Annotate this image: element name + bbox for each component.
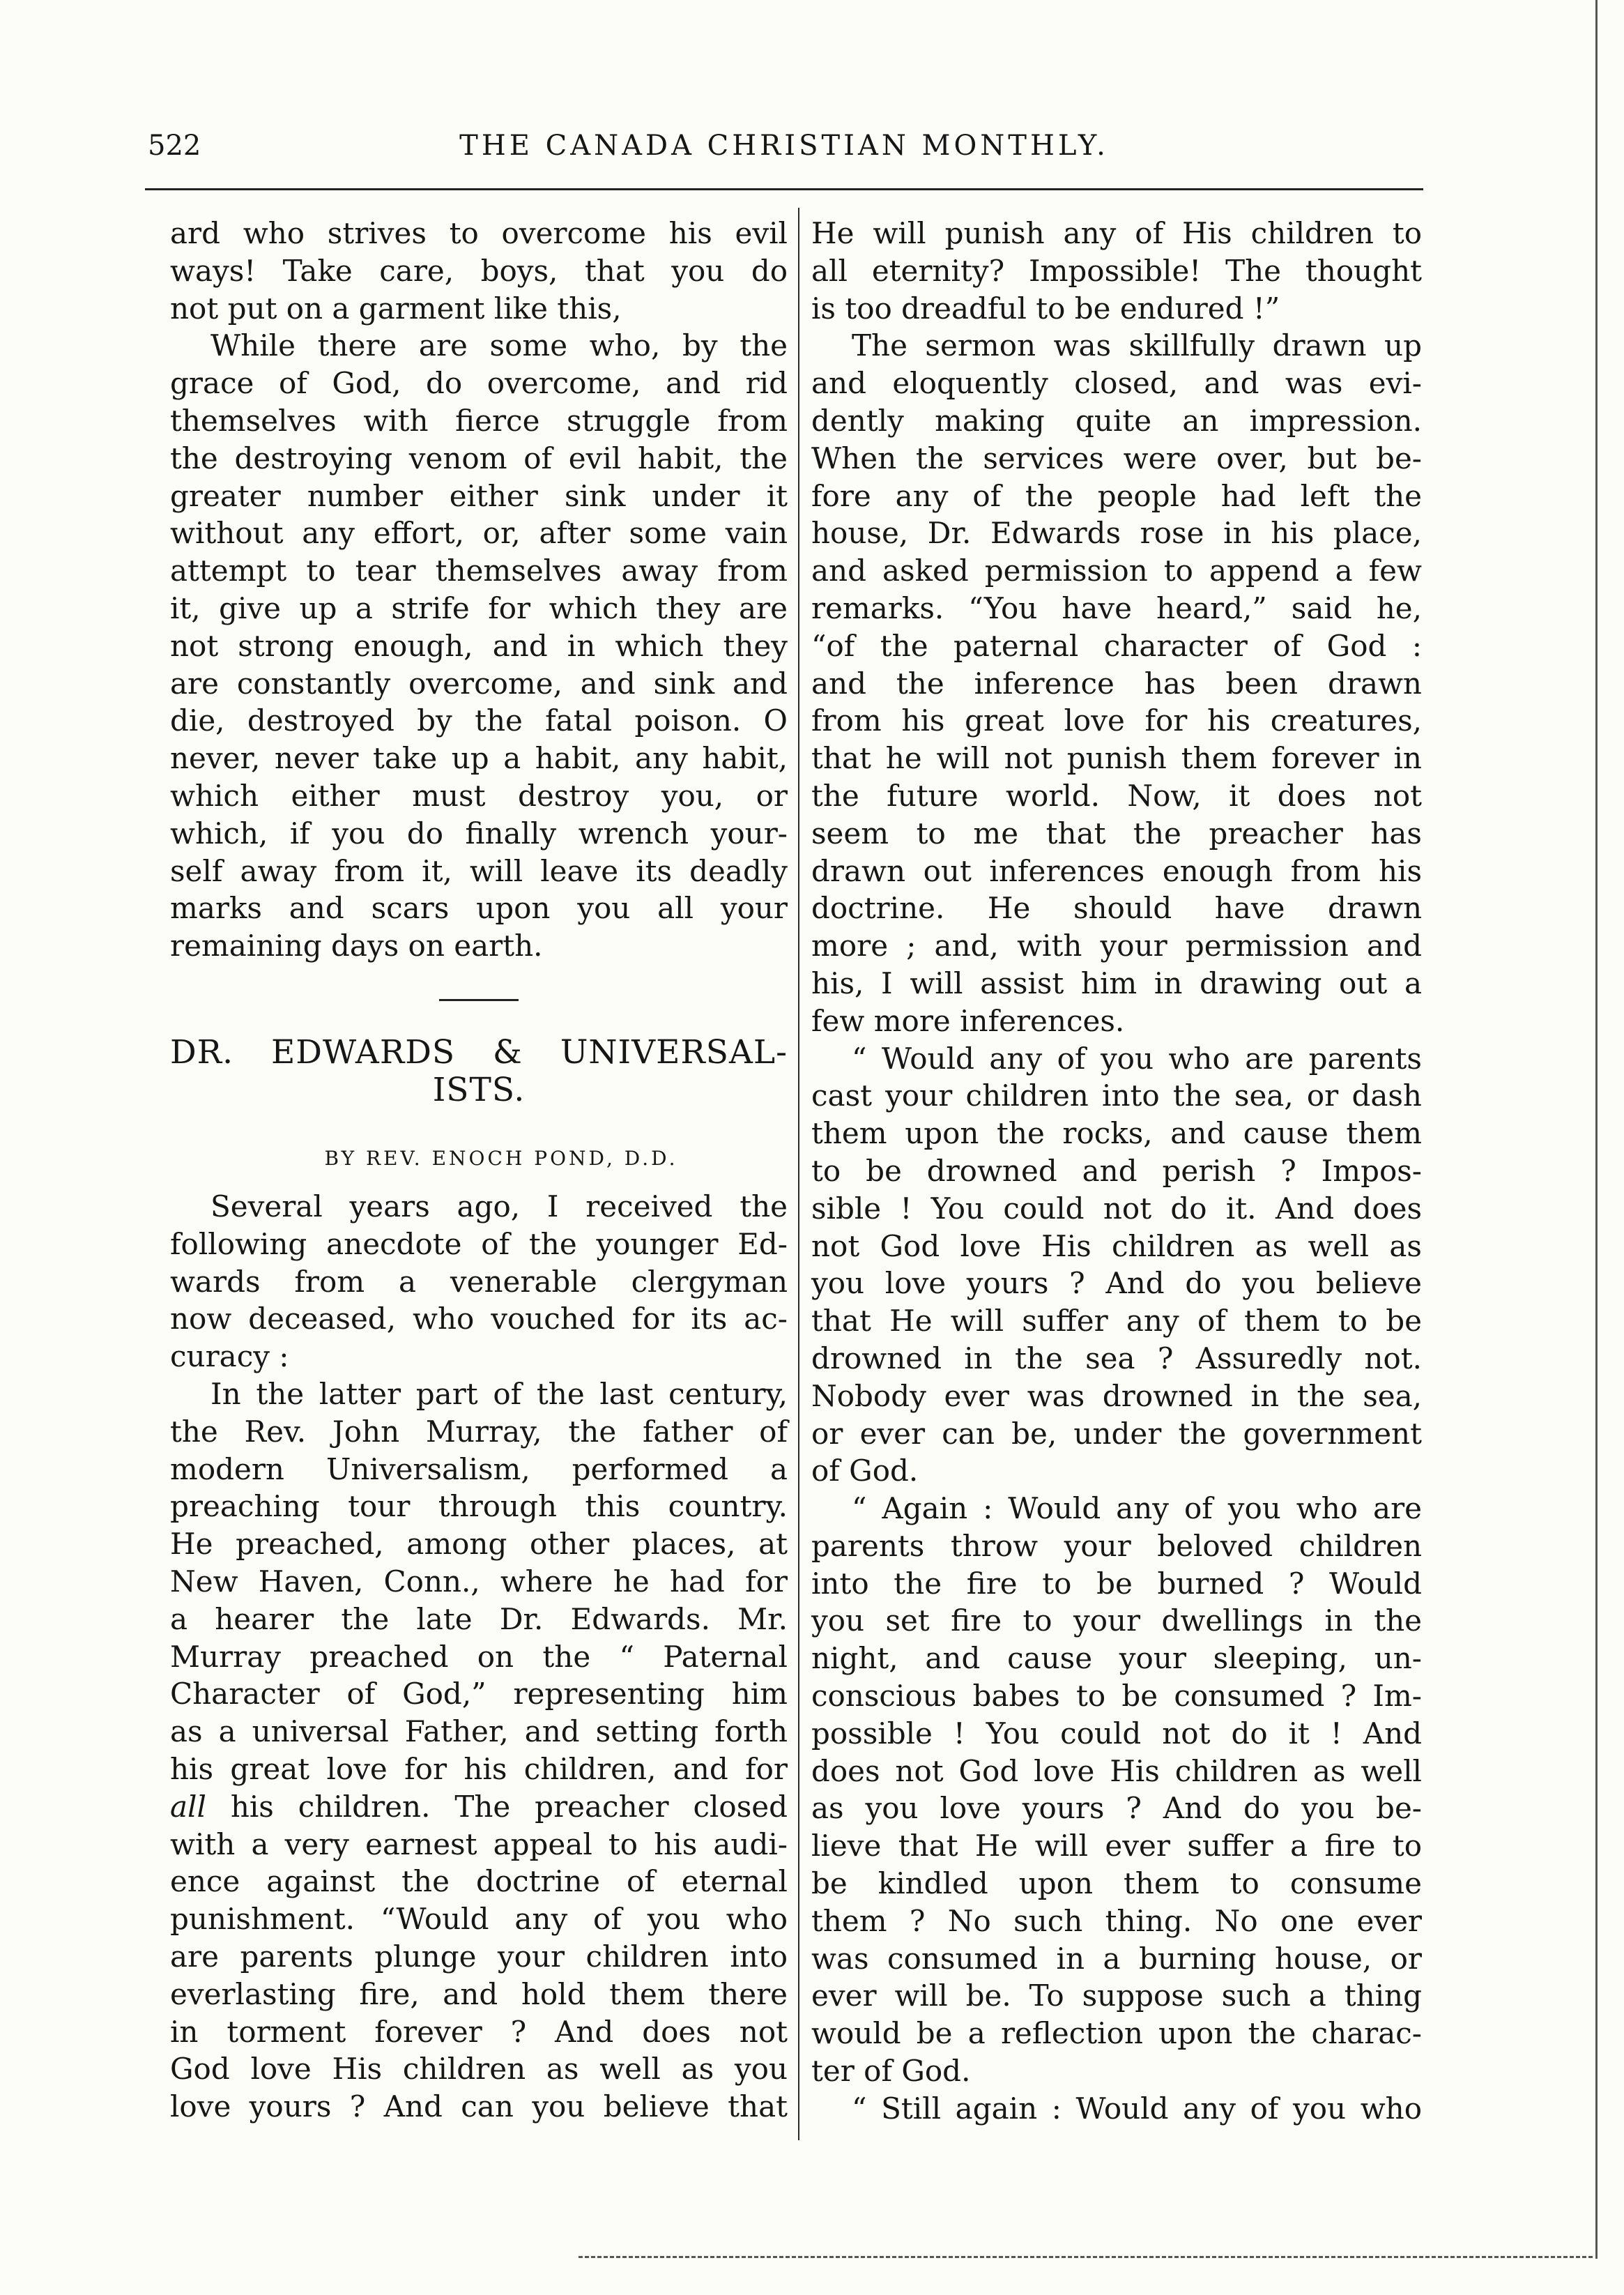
text-line: God love His children as well as you [170, 2052, 788, 2087]
text-line: seem to me that the preacher has [811, 816, 1422, 851]
text-line: was consumed in a burning house, or [811, 1941, 1422, 1976]
text-line: themselves with fierce struggle from [170, 403, 788, 438]
text-line: which either must destroy you, or [170, 778, 788, 813]
section-rule [439, 999, 519, 1001]
text-line: the destroying venom of evil habit, the [170, 441, 788, 475]
text-line: his, I will assist him in drawing out a [811, 966, 1422, 1000]
text-line: die, destroyed by the fatal poison. O [170, 703, 788, 738]
text-line: ence against the doctrine of eternal [170, 1864, 788, 1899]
text-line: house, Dr. Edwards rose in his place, [811, 516, 1422, 551]
text-line: you set fire to your dwellings in the [811, 1603, 1422, 1638]
text-line: “ Again : Would any of you who are [852, 1491, 1422, 1526]
text-line: “of the paternal character of God : [811, 628, 1422, 663]
text-line: possible ! You could not do it ! And [811, 1716, 1422, 1751]
text-line: the future world. Now, it does not [811, 778, 1422, 813]
text-line: fore any of the people had left the [811, 478, 1422, 513]
text-line: are parents plunge your children into [170, 1939, 788, 1974]
italic-emphasis: all [170, 1789, 206, 1824]
text-line: Character of God,” representing him [170, 1677, 788, 1711]
paragraph [170, 327, 788, 965]
text-line: love yours ? And can you believe that [170, 2089, 788, 2124]
text-line: is too dreadful to be endured !” [811, 291, 1280, 326]
column-divider [798, 208, 799, 2140]
paragraph [811, 2090, 1422, 2128]
text-line: few more inferences. [811, 1003, 1125, 1038]
paragraph [170, 1188, 788, 1375]
text-line: not strong enough, and in which they [170, 628, 788, 663]
text-line: New Haven, Conn., where he had for [170, 1564, 788, 1599]
text-line: curacy : [170, 1339, 289, 1374]
text-line: conscious babes to be consumed ? Im- [811, 1679, 1422, 1714]
text-line: them upon the rocks, and cause them [811, 1116, 1422, 1151]
text-line: that he will not punish them forever in [811, 741, 1422, 776]
text-line: are constantly overcome, and sink and [170, 666, 788, 701]
text-line: grace of God, do overcome, and rid [170, 366, 788, 401]
left-column-top-text [170, 215, 788, 965]
text-line: marks and scars upon you all your [170, 891, 788, 926]
text-line: greater number either sink under it [170, 478, 788, 513]
text-line: it, give up a strife for which they are [170, 590, 788, 625]
text-line: never, never take up a habit, any habit, [170, 741, 788, 776]
text-line: would be a reflection upon the charac- [811, 2016, 1422, 2051]
text-line: you love yours ? And do you believe [811, 1266, 1422, 1301]
text-line: doctrine. He should have drawn [811, 891, 1422, 926]
text-line: that He will suffer any of them to be [811, 1304, 1422, 1339]
text-line: does not God love His children as well [811, 1753, 1422, 1788]
text-line: drowned in the sea ? Assuredly not. [811, 1341, 1422, 1375]
text-line: wards from a venerable clergyman [170, 1264, 788, 1299]
text-line: drawn out inferences enough from his [811, 853, 1422, 888]
text-line: cast your children into the sea, or dash [811, 1078, 1422, 1113]
text-line: night, and cause your sleeping, un- [811, 1641, 1422, 1676]
text-line: and the inference has been drawn [811, 666, 1422, 701]
text-line: all eternity? Impossible! The thought [811, 253, 1422, 288]
text-line: Nobody ever was drowned in the sea, [811, 1378, 1422, 1413]
text-line: of God. [811, 1454, 919, 1488]
text-line: to be drowned and perish ? Impos- [811, 1153, 1422, 1188]
text-line: attempt to tear themselves away from [170, 554, 788, 588]
text-line: them ? No such thing. No one ever [811, 1903, 1422, 1938]
text-line: The sermon was skillfully drawn up [852, 328, 1422, 363]
text-line: following anecdote of the younger Ed- [170, 1226, 788, 1261]
header-rule [145, 188, 1423, 190]
text-line: the Rev. John Murray, the father of [170, 1414, 788, 1449]
text-line: everlasting fire, and hold them there [170, 1976, 788, 2011]
text-line: punishment. “Would any of you who [170, 1902, 788, 1937]
running-title: THE CANADA CHRISTIAN MONTHLY. [459, 130, 1109, 162]
page-edge [1595, 0, 1598, 2259]
text-line: parents throw your beloved children [811, 1528, 1422, 1563]
scan-dash-line [579, 2256, 1593, 2258]
text-line: self away from it, will leave its deadly [170, 853, 788, 888]
text-line: preaching tour through this country. [170, 1489, 788, 1524]
article-byline: BY REV. ENOCH POND, D.D. [324, 1147, 678, 1170]
text-line: “ Still again : Would any of you who [852, 2091, 1422, 2126]
text-line: without any effort, or, after some vain [170, 516, 788, 551]
paragraph [811, 327, 1422, 1039]
text-line: When the services were over, but be- [811, 441, 1422, 475]
text-line: his great love for his children, and for [170, 1751, 788, 1786]
article-title-line-2: ISTS. [432, 1071, 526, 1109]
text-line: ter of God. [811, 2054, 971, 2089]
text-line: remaining days on earth. [170, 929, 543, 963]
text-line: ever will be. To suppose such a thing [811, 1978, 1422, 2013]
text-line [170, 1788, 788, 1826]
paragraph [811, 1040, 1422, 1490]
left-column-article-text [170, 1188, 788, 2126]
text-line: as you love yours ? And do you be- [811, 1791, 1422, 1826]
text-line: or ever can be, under the government [811, 1416, 1422, 1451]
right-column-text [811, 215, 1422, 2128]
text-line: He preached, among other places, at [170, 1527, 788, 1562]
text-line: be kindled upon them to consume [811, 1866, 1422, 1901]
text-line: remarks. “You have heard,” said he, [811, 590, 1422, 625]
text-line: now deceased, who vouched for its ac- [170, 1302, 788, 1336]
paragraph [811, 215, 1422, 327]
paragraph [170, 215, 788, 327]
text-line: modern Universalism, performed a [170, 1451, 788, 1486]
text-line: and eloquently closed, and was evi- [811, 366, 1422, 401]
text-line: which, if you do finally wrench your- [170, 816, 788, 851]
text-line: Several years ago, I received the [210, 1189, 788, 1223]
text-line: Murray preached on the “ Paternal [170, 1639, 788, 1674]
text-line: not God love His children as well as [811, 1228, 1422, 1263]
text-line: ways! Take care, boys, that you do [170, 253, 788, 288]
page-number: 522 [148, 130, 201, 162]
text-line: In the latter part of the last century, [210, 1376, 788, 1411]
article-title-line-1: DR. EDWARDS & UNIVERSAL- [170, 1033, 788, 1072]
text-line: in torment forever ? And does not [170, 2014, 788, 2049]
text-line: lieve that He will ever suffer a fire to [811, 1829, 1422, 1863]
text-segment: his children. The preacher closed [206, 1789, 788, 1824]
text-line: not put on a garment like this, [170, 291, 622, 326]
text-line: dently making quite an impression. [811, 403, 1422, 438]
paragraph [170, 1375, 788, 2126]
text-line: sible ! You could not do it. And does [811, 1191, 1422, 1226]
paragraph [811, 1490, 1422, 2090]
text-line: ard who strives to overcome his evil [170, 216, 788, 250]
text-line: as a universal Father, and setting forth [170, 1714, 788, 1749]
text-line: “ Would any of you who are parents [852, 1041, 1422, 1076]
text-line: He will punish any of His children to [811, 216, 1422, 250]
text-line: into the fire to be burned ? Would [811, 1566, 1422, 1601]
text-line: a hearer the late Dr. Edwards. Mr. [170, 1601, 788, 1636]
text-line: While there are some who, by the [210, 328, 788, 363]
text-line: with a very earnest appeal to his audi- [170, 1827, 788, 1861]
text-line: more ; and, with your permission and [811, 929, 1422, 963]
text-line: and asked permission to append a few [811, 554, 1422, 588]
text-line: from his great love for his creatures, [811, 703, 1422, 738]
